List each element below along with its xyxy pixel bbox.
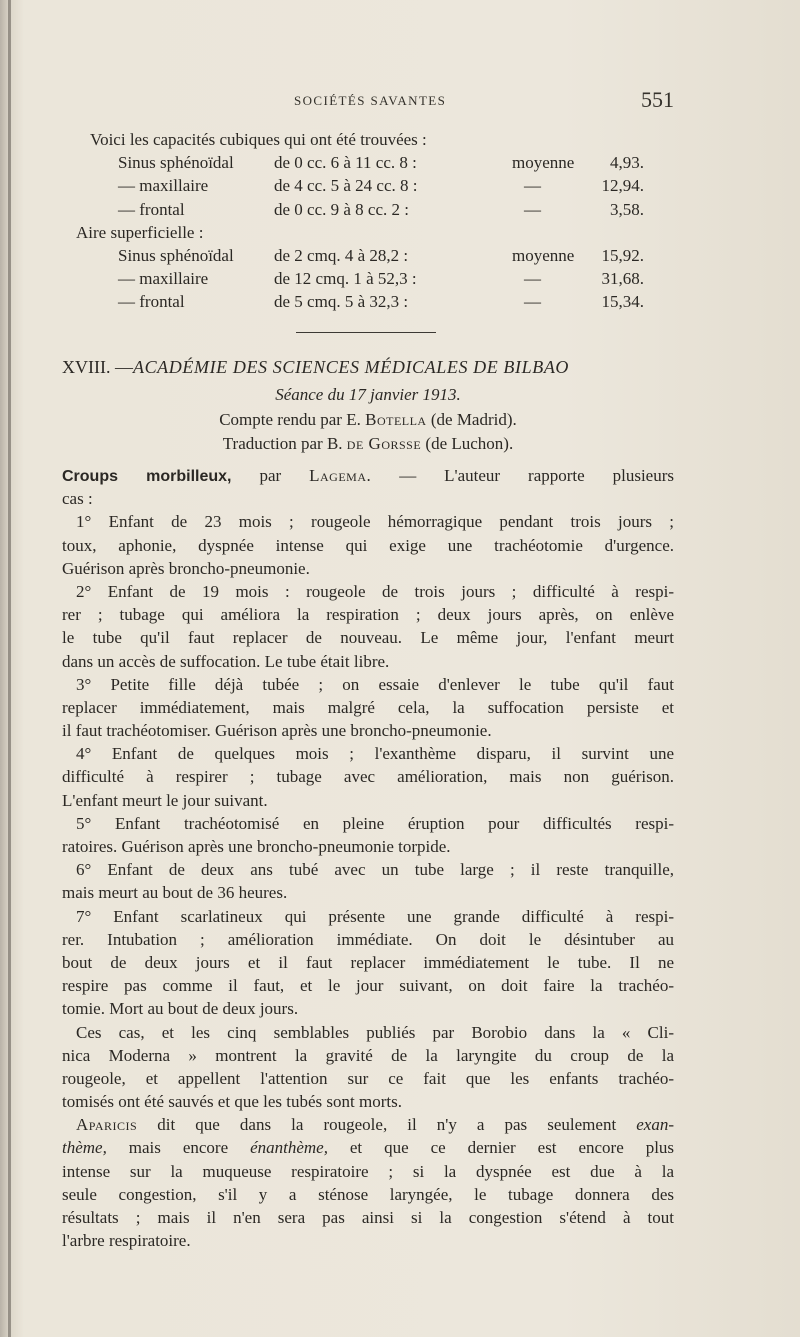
running-title: SOCIÉTÉS SAVANTES	[294, 93, 447, 108]
table-row	[62, 290, 674, 313]
text-line: Ces cas, et les cinq semblables publiés par Borobio dans la « Cli-	[76, 1022, 674, 1042]
article-title: Croups morbilleux,	[62, 468, 232, 485]
text-line: seule congestion, s'il y a sténose laryngée, le tubage donnera des	[62, 1184, 674, 1204]
text-line: difficulté à respirer ; tubage avec amélioration, mais non guérison.	[62, 767, 674, 787]
aparicis-text-a: dit que dans la rougeole, il n'y a pas seulement	[157, 1115, 617, 1135]
table-row	[62, 198, 674, 221]
range-cell: de 0 cc. 9 à 8 cc. 2 :	[274, 199, 409, 219]
text-line: bout de deux jours et il faut replacer immédiatement le tube. Il ne	[62, 952, 674, 972]
text-line: mais meurt au bout de 36 heures.	[62, 883, 288, 903]
text-line: dans un accès de suffocation. Le tube était libre.	[62, 651, 390, 671]
article-paragraphs	[62, 487, 674, 1113]
translation-prefix: Traduction par B.	[222, 433, 343, 453]
text-line: L'enfant meurt le jour suivant.	[62, 790, 268, 810]
text-line: ratoires. Guérison après une broncho-pneumonie torpide.	[62, 837, 451, 856]
closing-paragraph	[62, 1160, 674, 1253]
organ-cell: Sinus sphénoïdal	[118, 153, 234, 173]
organ-cell: — frontal	[118, 199, 185, 219]
page-spine-shadow	[8, 0, 11, 1337]
article-body	[62, 464, 674, 1252]
text-line: 1° Enfant de 23 mois ; rougeole hémorragique pendant trois jours ;	[76, 512, 674, 532]
text-line: respire pas comme il faut, et le jour suivant, on doit faire la trachéo-	[62, 976, 674, 996]
text-line: 3° Petite fille déjà tubée ; on essaie d'enlever le tube qu'il faut	[76, 674, 674, 694]
surface-intro: Aire superficielle :	[76, 222, 204, 242]
text-line: intense sur la muqueuse respiratoire ; si la dyspnée est due à la	[62, 1161, 674, 1181]
page-header	[82, 89, 674, 115]
cubic-capacity-table	[62, 151, 674, 221]
section-heading	[62, 356, 674, 379]
text-line: tomie. Mort au bout de deux jours.	[62, 999, 299, 1019]
value-cell: 15,34.	[601, 292, 644, 312]
report-suffix: (de Madrid).	[430, 410, 517, 430]
label-cell: —	[524, 176, 541, 196]
text-line: le tube qu'il faut replacer de nouveau. Le même jour, l'enfant meurt	[62, 628, 674, 648]
aparicis-text-d: mais encore	[128, 1138, 229, 1158]
label-cell: —	[524, 269, 541, 289]
aparicis-name: Aparicis	[76, 1115, 138, 1135]
text-line: 5° Enfant trachéotomisé en pleine éruption pour difficultés respi-	[76, 813, 674, 833]
capacities-block	[62, 128, 674, 314]
organ-cell: — maxillaire	[118, 269, 209, 289]
section-divider	[296, 332, 436, 333]
session-date: Séance du 17 janvier 1913.	[275, 385, 461, 405]
range-cell: de 2 cmq. 4 à 28,2 :	[274, 245, 409, 265]
label-cell: —	[524, 292, 541, 312]
text-line: replacer immédiatement, mais malgré cela, la suffocation persiste et	[62, 697, 674, 717]
aparicis-line-2	[62, 1136, 674, 1159]
label-cell: moyenne	[512, 245, 575, 265]
aparicis-text-f: et que ce dernier est encore plus	[349, 1138, 674, 1158]
section-title: ACADÉMIE DES SCIENCES MÉDICALES DE BILBAO	[132, 357, 570, 377]
surface-area-table	[62, 244, 674, 314]
aparicis-line-1	[62, 1113, 674, 1136]
text-line: résultats ; mais il n'en sera pas ainsi si la congestion s'étend à tout	[62, 1208, 674, 1227]
capacities-intro: Voici les capacités cubiques qui ont été trouvées :	[90, 130, 427, 149]
article-title-line	[62, 464, 674, 487]
text-line: l'arbre respiratoire.	[62, 1231, 191, 1251]
article-lead: — L'auteur rapporte plusieurs	[399, 466, 674, 485]
aparicis-text-b: exan-	[636, 1115, 674, 1135]
text-line: 7° Enfant scarlatineux qui présente une grande difficulté à respi-	[76, 906, 674, 926]
text-line: rer ; tubage qui améliora la respiration ; deux jours après, on enlève	[62, 605, 674, 625]
aparicis-text-e: énanthème,	[250, 1138, 328, 1158]
translation-author: de Gorsse	[346, 433, 422, 453]
value-cell: 4,93.	[610, 153, 644, 173]
report-prefix: Compte rendu par E.	[219, 410, 361, 430]
text-line: rer. Intubation ; amélioration immédiate. On doit le désintuber au	[62, 929, 674, 949]
aparicis-text-c: thème,	[62, 1138, 107, 1158]
text-line: 6° Enfant de deux ans tubé avec un tube large ; il reste tranquille,	[76, 860, 674, 880]
value-cell: 15,92.	[601, 245, 644, 265]
label-cell: —	[524, 199, 541, 219]
report-credit	[62, 408, 674, 431]
article-author: Lagema.	[309, 466, 372, 485]
translation-credit	[62, 432, 674, 455]
table-row	[62, 244, 674, 267]
section-heading-block	[62, 356, 674, 455]
organ-cell: — maxillaire	[118, 176, 209, 196]
text-line: tomisés ont été sauvés et que les tubés sont morts.	[62, 1092, 402, 1112]
table-row	[62, 151, 674, 174]
organ-cell: Sinus sphénoïdal	[118, 245, 234, 265]
range-cell: de 5 cmq. 5 à 32,3 :	[274, 292, 409, 312]
text-line: Guérison après broncho-pneumonie.	[62, 558, 310, 578]
text-line: 2° Enfant de 19 mois : rougeole de trois jours ; difficulté à respi-	[76, 581, 674, 601]
section-number: XVIII. —	[62, 357, 133, 377]
text-line: 4° Enfant de quelques mois ; l'exanthème disparu, il survint une	[76, 744, 674, 764]
range-cell: de 4 cc. 5 à 24 cc. 8 :	[274, 176, 418, 196]
label-cell: moyenne	[512, 153, 575, 173]
report-author: Botella	[365, 410, 427, 430]
table-row	[62, 174, 674, 197]
text-line: cas :	[62, 489, 93, 509]
text-line: rougeole, et appellent l'attention sur ce fait que les enfants trachéo-	[62, 1068, 674, 1088]
text-line: il faut trachéotomiser. Guérison après une broncho-pneumonie.	[62, 721, 492, 741]
article-by: par	[259, 466, 282, 485]
table-row	[62, 267, 674, 290]
text-line: toux, aphonie, dyspnée intense qui exige une trachéotomie d'urgence.	[62, 535, 674, 555]
value-cell: 3,58.	[610, 199, 644, 219]
translation-suffix: (de Luchon).	[425, 433, 514, 453]
range-cell: de 12 cmq. 1 à 52,3 :	[274, 269, 417, 289]
organ-cell: — frontal	[118, 292, 185, 312]
page-number: 551	[641, 87, 674, 112]
value-cell: 12,94.	[601, 176, 644, 196]
value-cell: 31,68.	[601, 269, 644, 289]
range-cell: de 0 cc. 6 à 11 cc. 8 :	[274, 153, 417, 173]
text-line: nica Moderna » montrent la gravité de la laryngite du croup de la	[62, 1045, 674, 1065]
